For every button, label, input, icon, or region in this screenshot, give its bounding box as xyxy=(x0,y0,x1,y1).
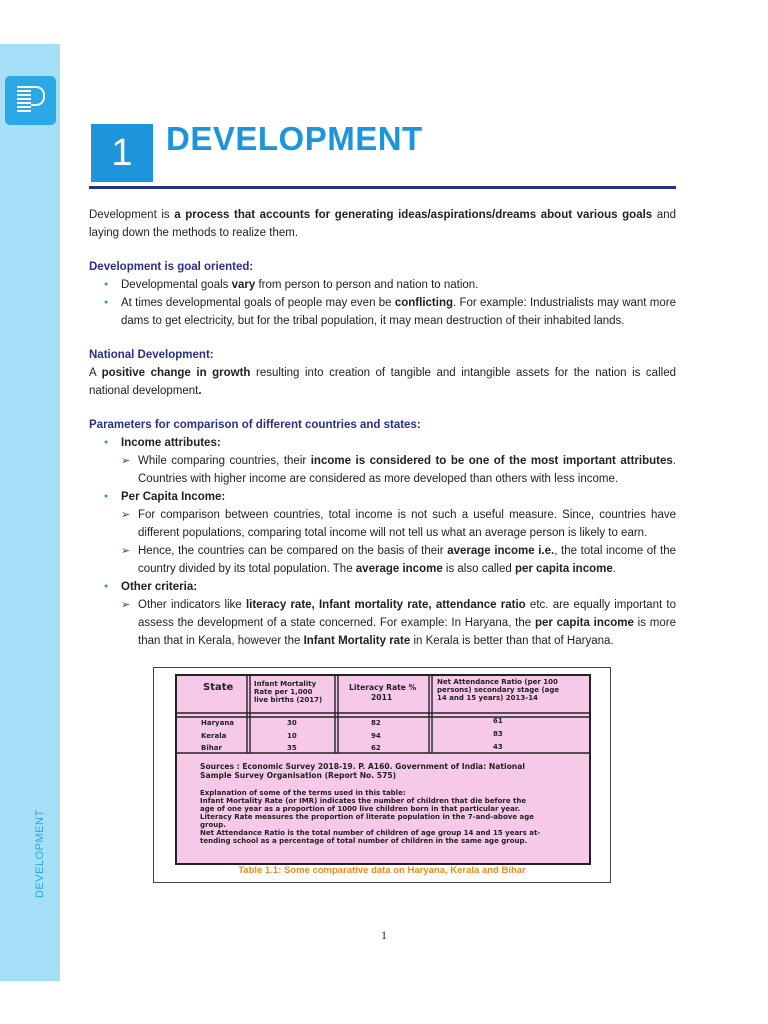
income-sublist xyxy=(121,452,676,488)
cell-literacy: 62 xyxy=(371,744,381,752)
list-item xyxy=(121,488,676,578)
page-number: 1 xyxy=(381,928,387,942)
cell-attendance: 83 xyxy=(493,730,503,738)
table-sources: Sources : Economic Survey 2018-19. P. A160. Government of India: National Sample Survey Organisation (Report No. 575) xyxy=(200,762,525,780)
cell-imr: 10 xyxy=(287,732,297,740)
other-sublist xyxy=(121,596,676,650)
intro-paragraph: Development is a process that accounts for generating ideas/aspirations/dreams about various goals and laying down the methods to realize them. xyxy=(89,209,676,239)
national-development-paragraph: A positive change in growth resulting into creation of tangible and intangible assets for the nation is called national development. xyxy=(89,367,676,397)
logo-stripes xyxy=(17,86,31,114)
cell-state: Bihar xyxy=(201,744,222,752)
goal-oriented-heading: Development is goal oriented: xyxy=(89,261,254,273)
side-chapter-label: DEVELOPMENT xyxy=(34,809,46,898)
list-item: ➢ While comparing countries, their income is considered to be one of the most important attributes. Countries with higher income are considered as more developed than others with less income. xyxy=(138,452,676,488)
table-explanation: Explanation of some of the terms used in this table: Infant Mortality Rate (or IMR) indicates the number of children that die before the age of one year as a proportion of 1000 live children born in that particular year. Literacy Rate measures the proportion of literate population in the 7-and-above age group. Net Attendance Ratio is the total number of children of age group 14 and 15 years at- tending school as a percentage of total number of children in the same age group. xyxy=(200,789,541,845)
publisher-logo xyxy=(5,76,56,125)
header-imr: Infant Mortality Rate per 1,000 live births (2017) xyxy=(254,680,323,704)
header-attendance: Net Attendance Ratio (per 100 persons) secondary stage (age 14 and 15 years) 2013-14 xyxy=(437,678,560,702)
list-item: ● Developmental goals vary from person to person and nation to nation. xyxy=(121,276,676,294)
cell-imr: 30 xyxy=(287,719,297,727)
national-development-heading: National Development: xyxy=(89,349,214,361)
cell-attendance: 43 xyxy=(493,743,503,751)
cell-attendance: 61 xyxy=(493,717,503,725)
chapter-number: 1 xyxy=(111,131,133,174)
list-item xyxy=(121,434,676,488)
table-caption: Table 1.1: Some comparative data on Haryana, Kerala and Bihar xyxy=(238,865,526,876)
pci-sublist xyxy=(121,506,676,578)
list-item: ➢ Other indicators like literacy rate, Infant mortality rate, attendance ratio etc. are equally important to assess the development of a state concerned. For example: In Haryana, the per capita income is more than that in Kerala, however the Infant Mortality rate in Kerala is better than that of Haryana. xyxy=(138,596,676,650)
cell-imr: 35 xyxy=(287,744,297,752)
cell-literacy: 94 xyxy=(371,732,381,740)
list-item xyxy=(121,578,676,650)
list-item: ➢ For comparison between countries, total income is not such a useful measure. Since, countries have different populations, comparing total income will not tell us what an average person is likely to earn. xyxy=(138,506,676,542)
header-literacy: Literacy Rate % 2011 xyxy=(349,683,417,702)
side-strip xyxy=(0,44,60,981)
cell-state: Haryana xyxy=(201,719,235,727)
title-underline xyxy=(89,186,676,189)
chapter-title: DEVELOPMENT xyxy=(166,120,423,157)
chapter-number-box xyxy=(91,124,153,182)
logo-p-bowl xyxy=(31,86,45,106)
header-state: State xyxy=(203,682,234,693)
content xyxy=(89,206,676,650)
list-item: ➢ Hence, the countries can be compared on the basis of their average income i.e., the total income of the country divided by its total population. The average income is also called per capita income. xyxy=(138,542,676,578)
other-criteria-label: Other criteria: xyxy=(121,581,198,593)
goal-list xyxy=(89,276,676,330)
parameters-heading: Parameters for comparison of different countries and states: xyxy=(89,419,421,431)
income-attributes-label: Income attributes: xyxy=(121,437,221,449)
cell-state: Kerala xyxy=(201,732,227,740)
per-capita-income-label: Per Capita Income: xyxy=(121,491,226,503)
data-table xyxy=(175,674,591,865)
cell-literacy: 82 xyxy=(371,719,381,727)
parameters-list xyxy=(89,434,676,650)
list-item: ● At times developmental goals of people may even be conflicting. For example: Industrialists may want more dams to get electricity, but for the tribal population, it may mean destruction of their inhabited lands. xyxy=(121,294,676,330)
data-table-figure xyxy=(153,667,611,883)
